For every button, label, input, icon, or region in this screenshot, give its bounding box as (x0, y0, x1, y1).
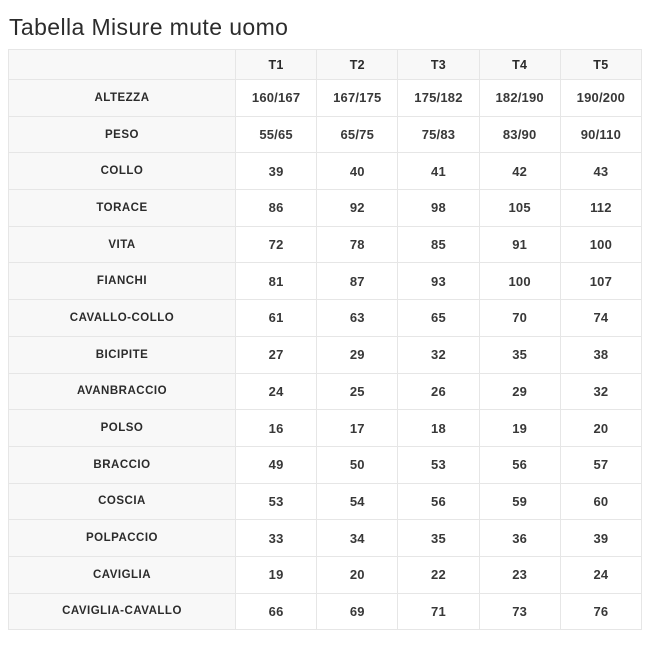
measure-value-cell: 24 (560, 556, 641, 593)
measure-value-cell: 38 (560, 336, 641, 373)
row-label: BICIPITE (9, 336, 236, 373)
measure-value-cell: 36 (479, 520, 560, 557)
measure-value-cell: 18 (398, 410, 479, 447)
measure-value-cell: 56 (479, 446, 560, 483)
measure-value-cell: 107 (560, 263, 641, 300)
row-label: POLSO (9, 410, 236, 447)
measure-value-cell: 56 (398, 483, 479, 520)
measure-value-cell: 53 (398, 446, 479, 483)
measure-value-cell: 86 (236, 190, 317, 227)
measure-value-cell: 92 (317, 190, 398, 227)
measure-value-cell: 19 (479, 410, 560, 447)
measure-value-cell: 16 (236, 410, 317, 447)
measure-value-cell: 26 (398, 373, 479, 410)
page-title: Tabella Misure mute uomo (9, 14, 289, 40)
measure-value-cell: 34 (317, 520, 398, 557)
measure-value-cell: 70 (479, 300, 560, 337)
row-label: POLPACCIO (9, 520, 236, 557)
measure-value-cell: 63 (317, 300, 398, 337)
measure-value-cell: 175/182 (398, 80, 479, 117)
measure-value-cell: 17 (317, 410, 398, 447)
measure-value-cell: 27 (236, 336, 317, 373)
row-label: COLLO (9, 153, 236, 190)
measure-value-cell: 19 (236, 556, 317, 593)
measure-value-cell: 61 (236, 300, 317, 337)
measure-value-cell: 74 (560, 300, 641, 337)
row-label: CAVIGLIA-CAVALLO (9, 593, 236, 630)
measure-value-cell: 20 (560, 410, 641, 447)
measure-value-cell: 22 (398, 556, 479, 593)
table-row (9, 153, 642, 190)
measure-value-cell: 100 (560, 226, 641, 263)
measure-value-cell: 43 (560, 153, 641, 190)
measure-value-cell: 73 (479, 593, 560, 630)
table-row (9, 446, 642, 483)
row-label: FIANCHI (9, 263, 236, 300)
table-row (9, 336, 642, 373)
measure-value-cell: 90/110 (560, 116, 641, 153)
measure-value-cell: 87 (317, 263, 398, 300)
measure-value-cell: 69 (317, 593, 398, 630)
measure-value-cell: 32 (398, 336, 479, 373)
measure-value-cell: 65/75 (317, 116, 398, 153)
row-label: ALTEZZA (9, 80, 236, 117)
measure-value-cell: 72 (236, 226, 317, 263)
measure-value-cell: 60 (560, 483, 641, 520)
row-label: CAVIGLIA (9, 556, 236, 593)
measure-value-cell: 39 (236, 153, 317, 190)
table-row (9, 263, 642, 300)
measure-value-cell: 59 (479, 483, 560, 520)
measure-value-cell: 85 (398, 226, 479, 263)
measure-value-cell: 35 (479, 336, 560, 373)
row-label: COSCIA (9, 483, 236, 520)
table-row (9, 483, 642, 520)
measure-value-cell: 29 (479, 373, 560, 410)
header-cell-t5: T5 (560, 50, 641, 80)
table-row (9, 556, 642, 593)
table-row (9, 300, 642, 337)
measure-value-cell: 25 (317, 373, 398, 410)
measure-value-cell: 91 (479, 226, 560, 263)
row-label: CAVALLO-COLLO (9, 300, 236, 337)
measure-value-cell: 76 (560, 593, 641, 630)
row-label: TORACE (9, 190, 236, 227)
measure-value-cell: 29 (317, 336, 398, 373)
measure-value-cell: 49 (236, 446, 317, 483)
table-row (9, 410, 642, 447)
measure-value-cell: 32 (560, 373, 641, 410)
measure-value-cell: 71 (398, 593, 479, 630)
measure-value-cell: 20 (317, 556, 398, 593)
measure-value-cell: 54 (317, 483, 398, 520)
row-label: BRACCIO (9, 446, 236, 483)
measure-value-cell: 39 (560, 520, 641, 557)
measure-value-cell: 112 (560, 190, 641, 227)
measure-value-cell: 33 (236, 520, 317, 557)
header-cell-t2: T2 (317, 50, 398, 80)
row-label: PESO (9, 116, 236, 153)
table-row (9, 226, 642, 263)
row-label: VITA (9, 226, 236, 263)
measure-value-cell: 57 (560, 446, 641, 483)
measure-value-cell: 167/175 (317, 80, 398, 117)
header-cell-empty (9, 50, 236, 80)
measure-value-cell: 41 (398, 153, 479, 190)
measure-value-cell: 40 (317, 153, 398, 190)
table-row (9, 593, 642, 630)
measure-value-cell: 83/90 (479, 116, 560, 153)
measure-value-cell: 93 (398, 263, 479, 300)
measure-value-cell: 190/200 (560, 80, 641, 117)
header-cell-t3: T3 (398, 50, 479, 80)
measure-value-cell: 78 (317, 226, 398, 263)
table-row (9, 80, 642, 117)
measure-value-cell: 23 (479, 556, 560, 593)
measure-value-cell: 42 (479, 153, 560, 190)
table-row (9, 373, 642, 410)
measure-value-cell: 55/65 (236, 116, 317, 153)
table-body (9, 80, 642, 630)
measure-value-cell: 182/190 (479, 80, 560, 117)
measure-value-cell: 75/83 (398, 116, 479, 153)
table-row (9, 116, 642, 153)
row-label: AVANBRACCIO (9, 373, 236, 410)
measure-value-cell: 98 (398, 190, 479, 227)
table-header-row (9, 50, 642, 80)
measure-value-cell: 50 (317, 446, 398, 483)
measure-value-cell: 53 (236, 483, 317, 520)
measure-value-cell: 160/167 (236, 80, 317, 117)
measure-value-cell: 81 (236, 263, 317, 300)
size-chart-table (8, 49, 642, 630)
measure-value-cell: 35 (398, 520, 479, 557)
table-header (9, 50, 642, 80)
measure-value-cell: 66 (236, 593, 317, 630)
header-cell-t4: T4 (479, 50, 560, 80)
measure-value-cell: 65 (398, 300, 479, 337)
header-cell-t1: T1 (236, 50, 317, 80)
table-row (9, 520, 642, 557)
measure-value-cell: 24 (236, 373, 317, 410)
measure-value-cell: 105 (479, 190, 560, 227)
measure-value-cell: 100 (479, 263, 560, 300)
table-row (9, 190, 642, 227)
